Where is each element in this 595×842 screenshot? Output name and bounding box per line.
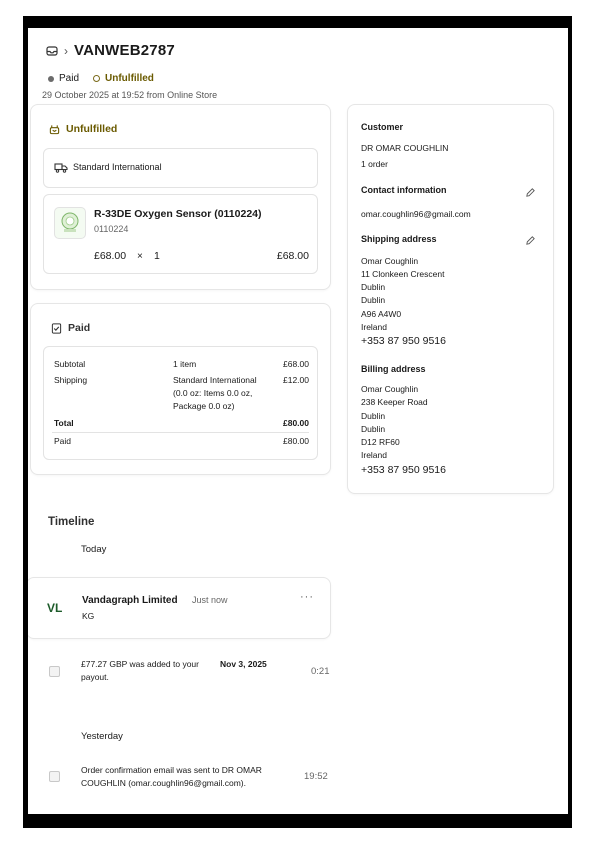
- subtotal-desc: 1 item: [173, 359, 197, 369]
- fulfillment-status-badge: [93, 73, 154, 84]
- event2-text-2: COUGHLIN (omar.coughlin96@gmail.com).: [81, 778, 246, 788]
- billing-address-line: Omar Coughlin: [361, 384, 419, 394]
- fulfillment-status-label: Unfulfilled: [105, 73, 154, 84]
- summary-divider: [52, 432, 309, 433]
- unit-price: £68.00: [94, 250, 127, 262]
- shipping-desc-line-3: Package 0.0 oz): [173, 401, 235, 411]
- customer-email-link[interactable]: omar.coughlin96@gmail.com: [361, 209, 471, 219]
- billing-address-line: Dublin: [361, 424, 386, 434]
- payment-title: Paid: [68, 322, 91, 334]
- paid-value: £80.00: [283, 436, 309, 446]
- customer-orders-link[interactable]: 1 order: [361, 159, 388, 169]
- total-label: Total: [54, 418, 74, 428]
- payment-card: [30, 303, 331, 475]
- event2-text: Order confirmation email was sent to DR OMAR: [81, 765, 262, 775]
- timeline-title: Timeline: [48, 516, 95, 528]
- event1-text-2: payout.: [81, 672, 109, 682]
- payment-status-label: Paid: [59, 73, 80, 84]
- timeline-today-label: Today: [81, 544, 107, 555]
- line-total: £68.00: [276, 250, 309, 262]
- comment-time: Just now: [192, 595, 228, 605]
- shipping-value: £12.00: [283, 375, 309, 385]
- truck-icon: [54, 162, 68, 173]
- shipping-address-line: Ireland: [361, 322, 387, 332]
- edit-contact-pencil-icon[interactable]: [525, 187, 536, 198]
- page-title: VANWEB2787: [74, 42, 175, 59]
- payment-summary: [43, 346, 318, 460]
- author-avatar: VL: [47, 601, 63, 615]
- paid-dot-icon: [48, 76, 54, 82]
- edit-shipping-pencil-icon[interactable]: [525, 235, 536, 246]
- quantity: 1: [154, 250, 160, 262]
- customer-card: [347, 104, 554, 494]
- timeline-comment-card: [28, 577, 331, 639]
- billing-address-title: Billing address: [361, 364, 426, 374]
- event1-date-link[interactable]: Nov 3, 2025: [220, 659, 267, 669]
- shipping-address-line: A96 A4W0: [361, 309, 402, 319]
- comment-author: Vandagraph Limited: [82, 595, 178, 606]
- order-page: [28, 28, 568, 814]
- customer-name-link[interactable]: DR OMAR COUGHLIN: [361, 143, 449, 153]
- timeline-event-marker-icon: [49, 666, 60, 677]
- product-name-link[interactable]: R-33DE Oxygen Sensor (0110224): [94, 208, 262, 220]
- timeline-event-marker-icon: [49, 771, 60, 782]
- more-actions-icon[interactable]: ···: [300, 591, 314, 603]
- shipping-method-label: Standard International: [73, 162, 162, 172]
- unfulfilled-dot-icon: [93, 75, 100, 82]
- shipping-label: Shipping: [54, 375, 88, 385]
- fulfillment-title: Unfulfilled: [66, 123, 118, 135]
- billing-address-line: Ireland: [361, 450, 387, 460]
- event1-text: £77.27 GBP was added to your: [81, 659, 199, 669]
- total-value: £80.00: [283, 418, 309, 428]
- contact-info-title: Contact information: [361, 185, 447, 195]
- order-meta: 29 October 2025 at 19:52 from Online Store: [42, 90, 218, 100]
- inbox-icon[interactable]: [46, 45, 58, 57]
- billing-address-line: Dublin: [361, 411, 386, 421]
- fulfillment-header: [49, 123, 117, 135]
- billing-address-line: 238 Keeper Road: [361, 397, 428, 407]
- shipping-address-line: 11 Clonkeen Crescent: [361, 269, 445, 279]
- event2-time: 19:52: [304, 771, 328, 782]
- shipping-phone: +353 87 950 9516: [361, 335, 446, 347]
- payment-header: [51, 322, 90, 334]
- customer-title: Customer: [361, 122, 404, 132]
- shipping-address-line: Dublin: [361, 282, 386, 292]
- breadcrumb-chevron-icon: ›: [64, 43, 68, 58]
- shipping-method-box: [43, 148, 318, 188]
- fulfillment-card: [30, 104, 331, 290]
- product-image[interactable]: [54, 207, 86, 239]
- times-sign: ×: [137, 251, 143, 262]
- subtotal-label: Subtotal: [54, 359, 86, 369]
- event1-time: 0:21: [311, 666, 330, 677]
- shipping-address-line: Omar Coughlin: [361, 256, 419, 266]
- paid-label: Paid: [54, 436, 72, 446]
- status-badges: [48, 73, 154, 84]
- receipt-check-icon: [51, 323, 62, 334]
- billing-address-line: D12 RF60: [361, 437, 400, 447]
- product-sku: 0110224: [94, 224, 129, 234]
- shipping-address-title: Shipping address: [361, 234, 437, 244]
- billing-phone: +353 87 950 9516: [361, 464, 446, 476]
- shipping-desc-line-2: (0.0 oz: Items 0.0 oz,: [173, 388, 253, 398]
- shipping-desc-line-1: Standard International: [173, 375, 257, 385]
- payment-status-badge: [48, 73, 79, 84]
- comment-text: KG: [82, 611, 95, 621]
- unfulfilled-box-icon: [49, 124, 60, 135]
- page-header: [46, 42, 175, 59]
- timeline-yesterday-label: Yesterday: [81, 731, 123, 742]
- line-item: [43, 194, 318, 274]
- subtotal-value: £68.00: [283, 359, 309, 369]
- shipping-address-line: Dublin: [361, 295, 386, 305]
